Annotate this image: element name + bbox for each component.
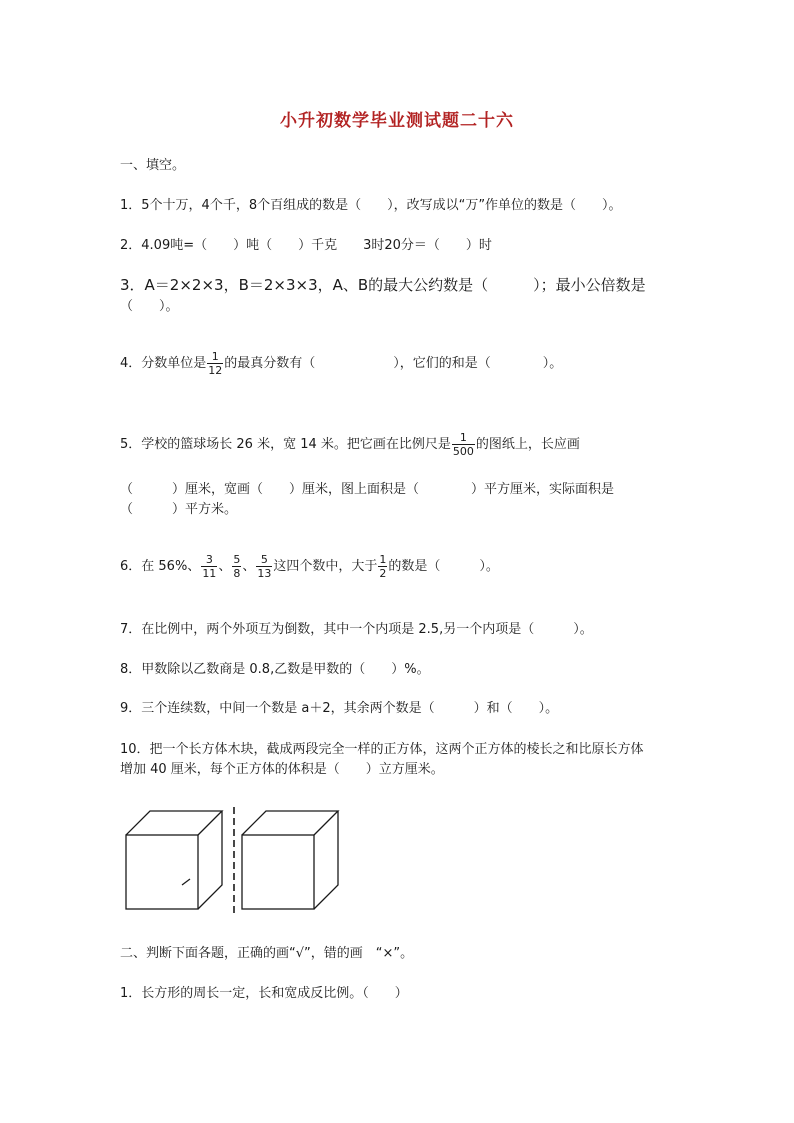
q6-fraction-3-numerator: 5	[256, 553, 272, 567]
q6-fraction-1	[201, 553, 217, 580]
section-2-heading: 二、判断下面各题，正确的画“√”，错的画 “×”。	[120, 946, 414, 961]
q4-fraction	[207, 350, 223, 377]
q6-fraction-3-denominator: 13	[257, 567, 272, 580]
q4-fraction-denominator: 12	[208, 364, 223, 377]
question-5-line-2: （ ）厘米，宽画（ ）厘米，图上面积是（ ）平方厘米，实际面积是	[120, 482, 615, 497]
left-cube-mark	[182, 879, 190, 885]
question-10-line-2: 增加 40 厘米，每个正方体的体积是（ ）立方厘米。	[120, 762, 444, 777]
q4-prefix: 4．分数单位是	[120, 356, 207, 371]
right-cube-front-face	[242, 835, 314, 909]
question-1: 1．5个十万，4个千，8个百组成的数是（ ），改写成以“万”作单位的数是（ ）。	[120, 198, 622, 213]
right-cube-top-face	[242, 811, 338, 835]
q6-fraction-4-numerator: 1	[379, 553, 387, 566]
q6-prefix: 6．在 56%、	[120, 559, 201, 574]
q5-line-1-a: 5．学校的篮球场长 26 米，宽 14 米。把它画在比例尺是	[120, 437, 451, 452]
q6-suffix: 的数是（ ）。	[388, 559, 499, 574]
left-cube-front-face	[126, 835, 198, 909]
q6-fraction-1-numerator: 3	[201, 553, 217, 567]
q6-fraction-1-denominator: 11	[202, 567, 217, 580]
q5-fraction-numerator: 1	[452, 431, 475, 445]
right-cube	[242, 811, 338, 909]
question-5-line-1	[120, 431, 580, 458]
question-2: 2．4.09吨=（ ）吨（ ）千克 3时20分＝（ ）时	[120, 238, 492, 253]
q6-fraction-4-denominator: 2	[379, 567, 387, 580]
q6-middle-text: 这四个数中，大于	[273, 559, 378, 574]
question-8: 8．甲数除以乙数商是 0.8,乙数是甲数的（ ）%。	[120, 662, 430, 677]
cube-illustration	[120, 805, 352, 917]
question-10-line-1: 10．把一个长方体木块，截成两段完全一样的正方体，这两个正方体的棱长之和比原长方体	[120, 742, 644, 757]
q5-line-1-b: 的图纸上，长应画	[475, 437, 580, 452]
question-6	[120, 553, 499, 580]
q6-separator-2: 、	[242, 559, 256, 574]
section-1-heading: 一、填空。	[120, 158, 186, 173]
question-3-line-2: （ ）。	[120, 299, 179, 314]
right-cube-side-face	[314, 811, 338, 909]
q5-fraction	[452, 431, 475, 458]
question-5-line-3: （ ）平方米。	[120, 502, 238, 517]
question-4	[120, 350, 562, 377]
left-cube-top-face	[126, 811, 222, 835]
q6-fraction-4	[378, 553, 387, 580]
q5-fraction-denominator: 500	[452, 445, 474, 458]
left-cube-side-face	[198, 811, 222, 909]
page-title: 小升初数学毕业测试题二十六	[280, 111, 514, 131]
q6-fraction-2-denominator: 8	[233, 567, 241, 580]
question-7: 7．在比例中，两个外项互为倒数，其中一个内项是 2.5,另一个内项是（ ）。	[120, 622, 593, 637]
section-2-question-1: 1．长方形的周长一定，长和宽成反比例。（ ）	[120, 986, 408, 1001]
left-cube	[126, 811, 222, 909]
q6-fraction-2	[232, 553, 241, 580]
question-3-line-1: 3．A＝2×2×3，B＝2×3×3，A、B的最大公约数是（ ）；最小公倍数是	[120, 276, 646, 294]
question-9: 9．三个连续数，中间一个数是 a＋2，其余两个数是（ ）和（ ）。	[120, 701, 559, 716]
q6-fraction-2-numerator: 5	[233, 553, 241, 566]
q6-separator-1: 、	[218, 559, 232, 574]
q4-fraction-numerator: 1	[207, 350, 223, 364]
q6-fraction-3	[256, 553, 272, 580]
q4-suffix: 的最真分数有（ ），它们的和是（ ）。	[224, 356, 563, 371]
